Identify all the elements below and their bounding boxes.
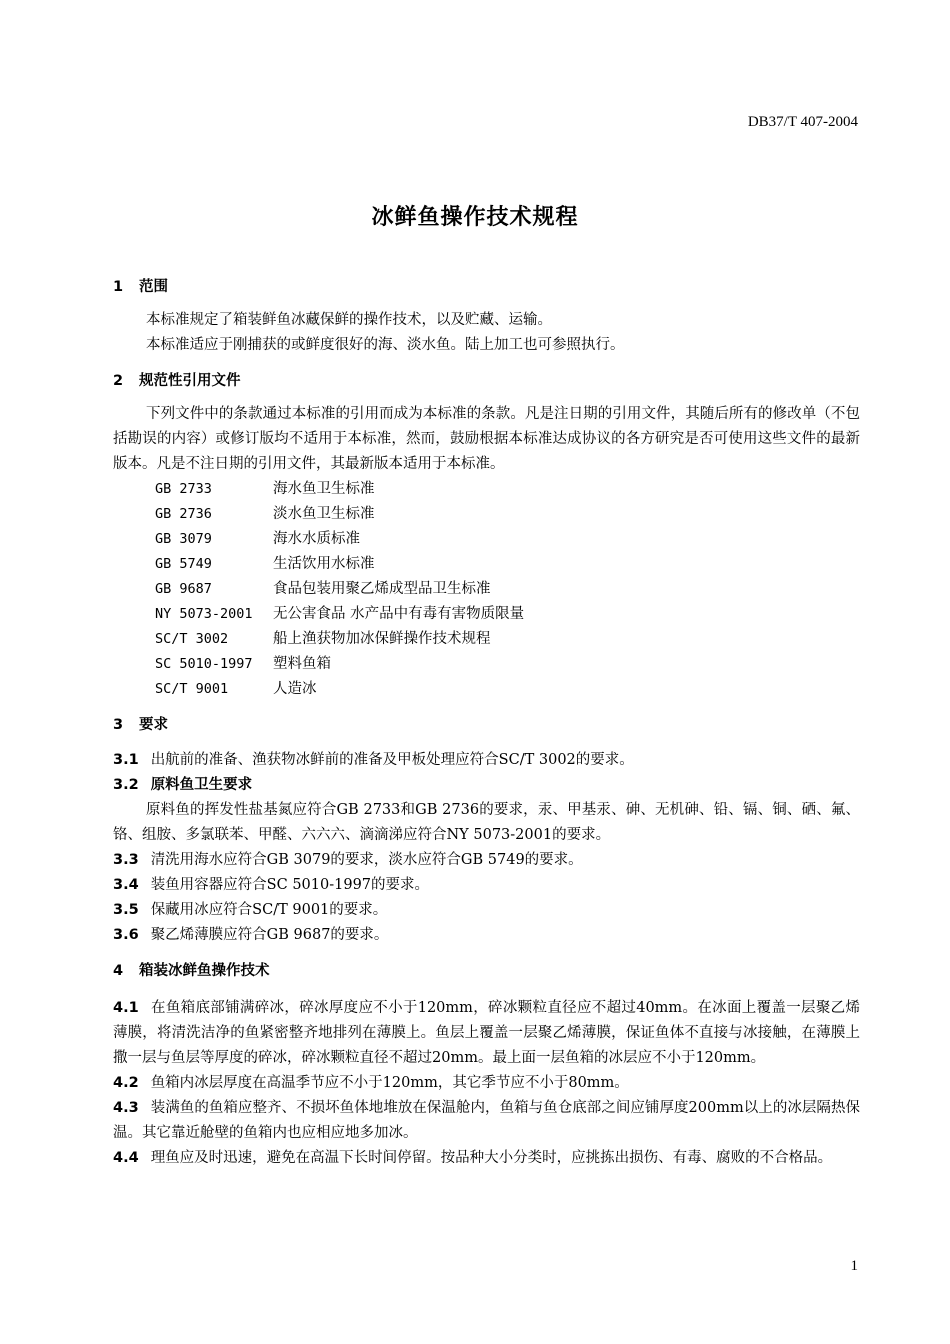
- list-item: SC/T 3002 船上渔获物加冰保鲜操作技术规程: [155, 631, 491, 647]
- document-code: DB37/T 407-2004: [747, 114, 858, 130]
- clause-4-2: 4.2 鱼箱内冰层厚度在高温季节应不小于120mm，其它季节应不小于80mm。: [113, 1075, 629, 1091]
- list-item: GB 9687 食品包装用聚乙烯成型品卫生标准: [155, 581, 491, 597]
- reference-list: [113, 477, 860, 702]
- paragraph: 本标准规定了箱装鲜鱼冰藏保鲜的操作技术，以及贮藏、运输。: [146, 312, 552, 328]
- paragraph: 本标准适应于刚捕获的或鲜度很好的海、淡水鱼。陆上加工也可参照执行。: [146, 337, 625, 353]
- section-heading-operation: 4 箱装冰鲜鱼操作技术: [113, 963, 270, 979]
- section-heading-scope: 1 范围: [113, 279, 168, 295]
- document-body: [113, 276, 860, 1171]
- clause-3-5: 3.5 保藏用冰应符合SC/T 9001的要求。: [113, 902, 388, 918]
- clause-3-6: 3.6 聚乙烯薄膜应符合GB 9687的要求。: [113, 927, 389, 943]
- paragraph: 原料鱼的挥发性盐基氮应符合GB 2733和GB 2736的要求，汞、甲基汞、砷、无机砷、铅、镉、铜、硒、氟、铬、组胺、多氯联苯、甲醛、六六六、滴滴涕应符合NY 5073-2001的要求。: [113, 802, 860, 843]
- page-number: 1: [850, 1258, 858, 1274]
- document-title: 冰鲜鱼操作技术规程: [371, 205, 579, 230]
- list-item: NY 5073-2001 无公害食品 水产品中有毒有害物质限量: [155, 606, 525, 622]
- list-item: GB 2736 淡水鱼卫生标准: [155, 506, 375, 522]
- clause-3-1: 3.1 出航前的准备、渔获物冰鲜前的准备及甲板处理应符合SC/T 3002的要求。: [113, 752, 634, 768]
- section-heading-normative-references: 2 规范性引用文件: [113, 373, 241, 389]
- paragraph: 下列文件中的条款通过本标准的引用而成为本标准的条款。凡是注日期的引用文件，其随后所有的修改单（不包括勘误的内容）或修订版均不适用于本标准，然而，鼓励根据本标准达成协议的各方研究是否可使用这些文件的最新版本。凡是不注日期的引用文件，其最新版本适用于本标准。: [113, 406, 860, 472]
- list-item: GB 2733 海水鱼卫生标准: [155, 481, 375, 497]
- list-item: GB 5749 生活饮用水标准: [155, 556, 375, 572]
- list-item: GB 3079 海水水质标准: [155, 531, 360, 547]
- section-heading-requirements: 3 要求: [113, 717, 168, 733]
- clause-3-4: 3.4 装鱼用容器应符合SC 5010-1997的要求。: [113, 877, 430, 893]
- clause-4-4: 4.4 理鱼应及时迅速，避免在高温下长时间停留。按品种大小分类时，应挑拣出损伤、有毒、腐败的不合格品。: [113, 1150, 833, 1166]
- clause-3-2: 3.2 原料鱼卫生要求: [113, 777, 253, 793]
- clause-4-3: 4.3 装满鱼的鱼箱应整齐、不损坏鱼体地堆放在保温舱内，鱼箱与鱼仓底部之间应铺厚度200mm以上的冰层隔热保温。其它靠近舱壁的鱼箱内也应相应地多加冰。: [113, 1100, 860, 1141]
- clause-3-3: 3.3 清洗用海水应符合GB 3079的要求，淡水应符合GB 5749的要求。: [113, 852, 583, 868]
- list-item: SC 5010-1997 塑料鱼箱: [155, 656, 331, 672]
- clause-4-1: 4.1 在鱼箱底部铺满碎冰，碎冰厚度应不小于120mm，碎冰颗粒直径应不超过40mm。在冰面上覆盖一层聚乙烯薄膜，将清洗洁净的鱼紧密整齐地排列在薄膜上。鱼层上覆盖一层聚乙烯薄膜，保证鱼体不直接与冰接触，在薄膜上撒一层与鱼层等厚度的碎冰，碎冰颗粒直径不超过20mm。最上面一层鱼箱的冰层应不小于120mm。: [113, 1000, 860, 1066]
- list-item: SC/T 9001 人造冰: [155, 681, 317, 697]
